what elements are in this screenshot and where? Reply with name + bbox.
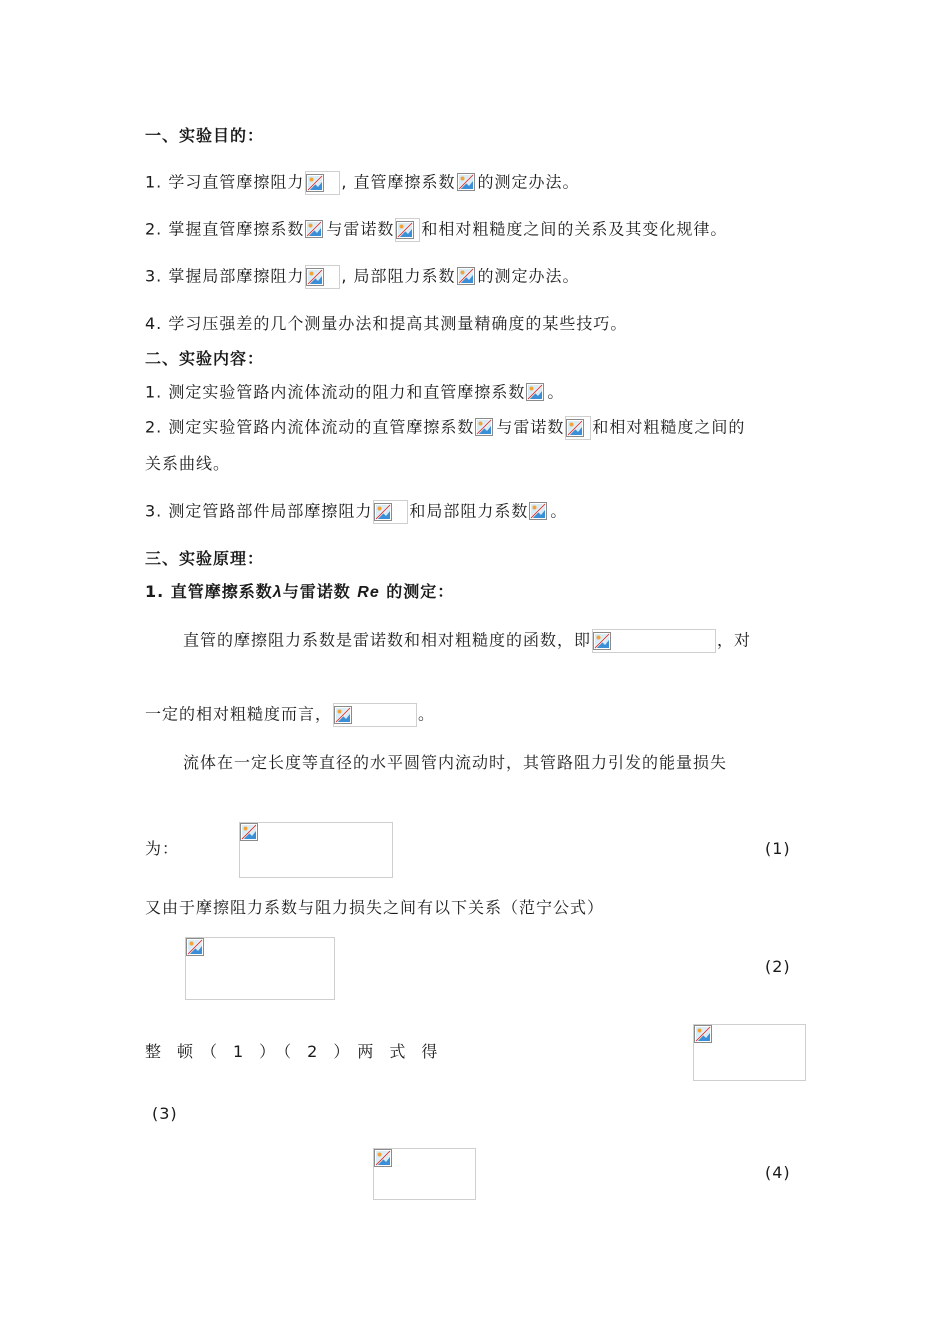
broken-image-icon xyxy=(305,265,340,289)
broken-image-icon xyxy=(526,381,546,405)
principle-paragraph-1: 直管的摩擦阻力系数是雷诺数和相对粗糙度的函数，即 ，对 xyxy=(183,629,751,653)
broken-image-icon xyxy=(395,218,420,242)
section-1-heading: 一、实验目的： xyxy=(145,126,265,145)
section-3-heading: 三、实验原理： xyxy=(145,549,265,568)
broken-image-icon xyxy=(457,265,477,289)
broken-image-icon xyxy=(593,632,611,650)
broken-image-icon xyxy=(565,416,591,440)
content-3: 3. 测定管路部件局部摩擦阻力 和局部阻力系数 。 xyxy=(145,500,567,524)
subsection-heading: 1. 直管摩擦系数λ与雷诺数 Re 的测定： xyxy=(145,582,455,601)
equation-2-number: (2) xyxy=(765,957,791,976)
objective-4: 4. 学习压强差的几个测量办法和提高其测量精确度的某些技巧。 xyxy=(145,314,628,333)
equation-4-number: (4) xyxy=(765,1163,791,1182)
broken-image-icon xyxy=(305,171,340,195)
formula-image xyxy=(592,629,716,653)
broken-image-icon xyxy=(475,416,495,440)
equation-1-image xyxy=(239,822,393,878)
objective-1: 1. 学习直管摩擦阻力 , 直管摩擦系数 的测定办法。 xyxy=(145,171,580,195)
content-1: 1. 测定实验管路内流体流动的阻力和直管摩擦系数 。 xyxy=(145,381,564,405)
equation-3-image xyxy=(693,1024,806,1081)
section-2-heading: 二、实验内容： xyxy=(145,349,265,368)
broken-image-icon xyxy=(694,1025,712,1043)
broken-image-icon xyxy=(334,706,352,724)
principle-paragraph-6: 整 顿 （ 1 ） （ 2 ） 两 式 得 xyxy=(145,1042,438,1061)
objective-2: 2. 掌握直管摩擦系数 与雷诺数 和相对粗糙度之间的关系及其变化规律。 xyxy=(145,218,727,242)
broken-image-icon xyxy=(529,500,549,524)
broken-image-icon xyxy=(186,938,204,956)
content-2: 2. 测定实验管路内流体流动的直管摩擦系数 与雷诺数 和相对粗糙度之间的 xyxy=(145,416,745,440)
broken-image-icon xyxy=(374,1149,392,1167)
principle-paragraph-3: 流体在一定长度等直径的水平圆管内流动时，其管路阻力引发的能量损失 xyxy=(183,753,728,772)
principle-paragraph-5: 又由于摩擦阻力系数与阻力损失之间有以下关系（范宁公式） xyxy=(145,898,605,917)
formula-image xyxy=(333,703,417,727)
principle-paragraph-2: 一定的相对粗糙度而言， 。 xyxy=(145,703,435,727)
equation-1-number: (1) xyxy=(765,839,791,858)
broken-image-icon xyxy=(457,171,477,195)
equation-3-number: (3) xyxy=(152,1104,178,1123)
equation-2-image xyxy=(185,937,335,1000)
broken-image-icon xyxy=(373,500,408,524)
objective-3: 3. 掌握局部摩擦阻力 , 局部阻力系数 的测定办法。 xyxy=(145,265,580,289)
content-2-continued: 关系曲线。 xyxy=(145,454,231,473)
broken-image-icon xyxy=(240,823,258,841)
principle-paragraph-4: 为： xyxy=(145,839,180,858)
broken-image-icon xyxy=(305,218,325,242)
equation-4-image xyxy=(373,1148,476,1200)
